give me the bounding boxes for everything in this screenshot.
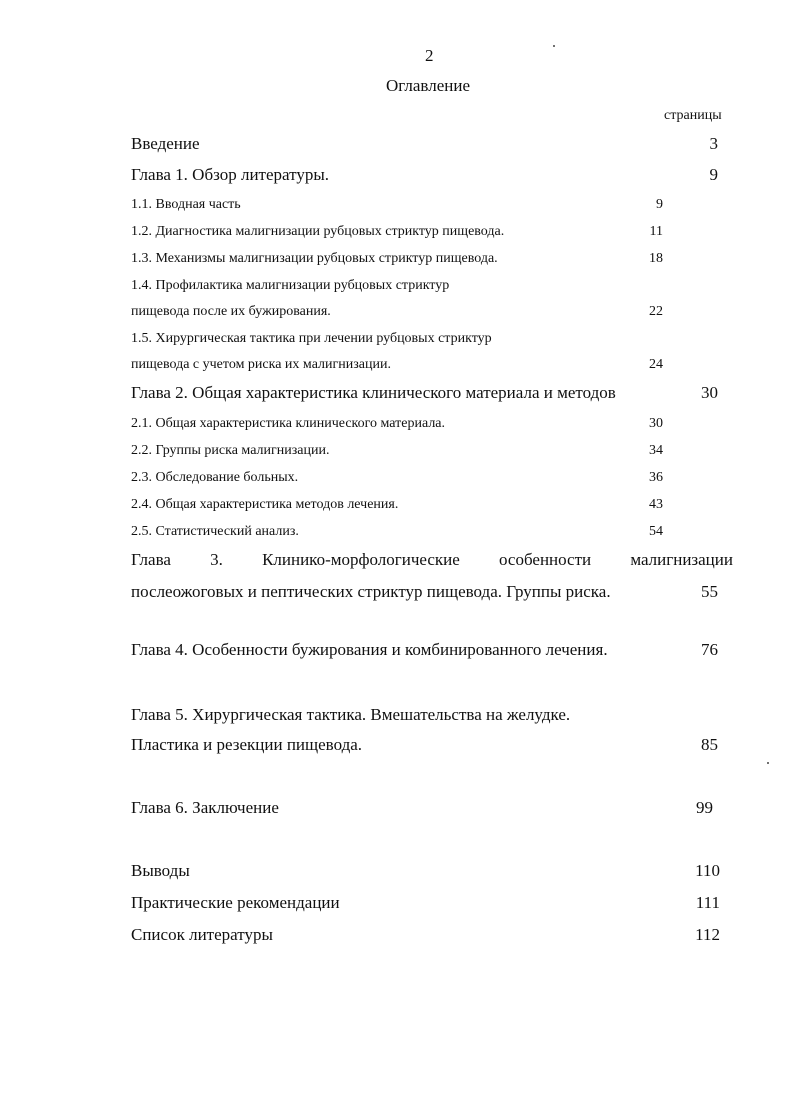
toc-entry-label: Глава 2. Общая характеристика клинического материала и методов [131, 383, 616, 402]
toc-entry-page: 111 [695, 893, 720, 912]
word: Глава [131, 550, 171, 569]
toc-entry-page: 55 [701, 582, 718, 601]
toc-section-page: 9 [656, 197, 663, 212]
toc-entry-page: 110 [695, 861, 720, 880]
toc-section-label-line2: пищевода с учетом риска их малигнизации. [131, 357, 391, 372]
toc-section-label: 1.2. Диагностика малигнизации рубцовых стриктур пищевода. [131, 224, 505, 239]
toc-section-page: 54 [649, 524, 663, 539]
toc-section-label: 2.2. Группы риска малигнизации. [131, 443, 330, 458]
word: особенности [499, 550, 592, 569]
toc-entry-label-line2: Пластика и резекции пищевода. [131, 735, 363, 754]
toc-section-label: 2.3. Обследование больных. [131, 470, 299, 485]
toc-section-label-line1: 1.4. Профилактика малигнизации рубцовых стриктур [131, 278, 450, 293]
toc-section-page: 34 [649, 443, 663, 458]
toc-entry-label-line1 [131, 550, 733, 570]
scan-speck [767, 762, 769, 764]
toc-section-page: 30 [649, 416, 663, 431]
word: Клинико-морфологические [262, 550, 460, 569]
toc-entry-page: 99 [696, 798, 713, 817]
toc-section-label: 2.4. Общая характеристика методов лечения. [131, 497, 399, 512]
pages-column-header: страницы [664, 108, 722, 123]
toc-entry-label: Глава 6. Заключение [131, 798, 279, 817]
toc-entry-page: 9 [709, 165, 718, 184]
toc-entry-label: Практические рекомендации [131, 893, 340, 912]
toc-section-label-line1: 1.5. Хирургическая тактика при лечении рубцовых стриктур [131, 331, 492, 346]
toc-entry-page: 3 [709, 134, 718, 153]
toc-entry-page: 112 [695, 925, 720, 944]
toc-entry-page: 85 [701, 735, 718, 754]
toc-section-label: 1.3. Механизмы малигнизации рубцовых стриктур пищевода. [131, 251, 498, 266]
toc-section-page: 11 [649, 224, 663, 239]
toc-section-label: 2.1. Общая характеристика клинического материала. [131, 416, 446, 431]
toc-entry-label-line2: послеожоговых и пептических стриктур пищевода. Группы риска. [131, 582, 611, 601]
toc-section-page: 24 [649, 357, 663, 372]
toc-entry-label: Глава 1. Обзор литературы. [131, 165, 330, 184]
toc-entry-label: Глава 4. Особенности бужирования и комбинированного лечения. [131, 640, 608, 659]
toc-entry-label: Введение [131, 134, 200, 153]
page-number: 2 [425, 46, 434, 65]
toc-entry-label: Список литературы [131, 925, 273, 944]
word: малигнизации [630, 550, 733, 569]
toc-section-page: 18 [649, 251, 663, 266]
toc-entry-page: 76 [701, 640, 718, 659]
toc-entry-label-line1: Глава 5. Хирургическая тактика. Вмешательства на желудке. [131, 705, 571, 724]
toc-entry-label: Выводы [131, 861, 190, 880]
toc-section-page: 22 [649, 304, 663, 319]
toc-section-label: 2.5. Статистический анализ. [131, 524, 299, 539]
toc-section-page: 43 [649, 497, 663, 512]
scan-speck [553, 45, 555, 47]
toc-title: Оглавление [386, 76, 470, 95]
word: 3. [210, 550, 223, 569]
toc-section-label-line2: пищевода после их бужирования. [131, 304, 331, 319]
toc-entry-page: 30 [701, 383, 718, 402]
toc-section-page: 36 [649, 470, 663, 485]
toc-section-label: 1.1. Вводная часть [131, 197, 241, 212]
